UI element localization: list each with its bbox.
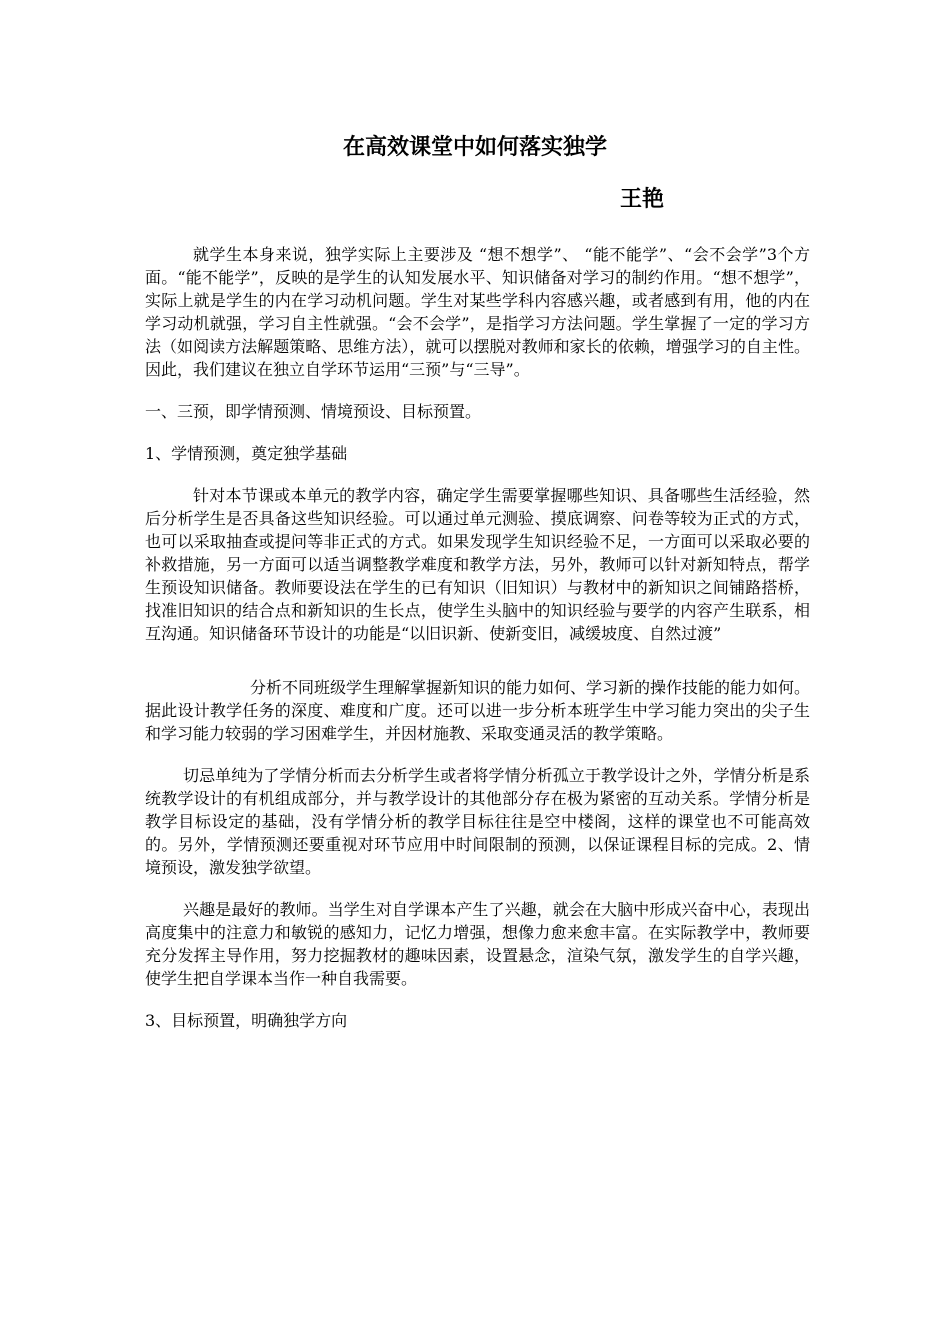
- paragraph-learning-prediction: 针对本节课或本单元的教学内容，确定学生需要掌握哪些知识、具备哪些生活经验，然后分析学生是否具备这些知识经验。可以通过单元测验、摸底调察、问卷等较为正式的方式，也可以采取抽查或提问等非正式的方式。如果发现学生知识经验不足，一方面可以采取必要的补救措施，另一方面可以适当调整教学难度和教学方法，另外，教师可以针对新知特点，帮学生预设知识储备。教师要设法在学生的已有知识（旧知识）与教材中的新知识之间铺路搭桥，找准旧知识的结合点和新知识的生长点，使学生头脑中的知识经验与要学的内容产生联系，相互沟通。知识储备环节设计的功能是“以旧识新、使新变旧，减缓坡度、自然过渡”: [145, 486, 810, 643]
- section-heading-1: 一、三预，即学情预测、情境预设、目标预置。: [145, 402, 482, 421]
- subsection-heading-3: 3、目标预置，明确独学方向: [145, 1011, 348, 1030]
- document-body: [145, 243, 810, 1051]
- document-title: 在高效课堂中如何落实独学: [342, 135, 607, 160]
- paragraph-ability-analysis: 分析不同班级学生理解掌握新知识的能力如何、学习新的操作技能的能力如何。据此设计教学任务的深度、难度和广度。还可以进一步分析本班学生中学习能力突出的尖子生和学习能力较弱的学习困难学生，并因材施教、采取变通灵活的教学策略。: [145, 678, 811, 743]
- document-author: 王艳: [620, 187, 665, 212]
- paragraph-interest: 兴趣是最好的教师。当学生对自学课本产生了兴趣，就会在大脑中形成兴奋中心，表现出高度集中的注意力和敏锐的感知力，记忆力增强，想像力愈来愈丰富。在实际教学中，教师要充分发挥主导作用，努力挖掘教材的趣味因素，设置悬念，渲染气氛，激发学生的自学兴趣，使学生把自学课本当作一种自我需要。: [145, 900, 810, 988]
- subsection-heading-1: 1、学情预测，奠定独学基础: [145, 444, 348, 463]
- paragraph-intro: 就学生本身来说，独学实际上主要涉及 “想不想学”、 “能不能学”、“会不会学”3个方面。“能不能学”，反映的是学生的认知发展水平、知识储备对学习的制约作用。“想不想学”，实际上就是学生的内在学习动机问题。学生对某些学科内容感兴趣，或者感到有用，他的内在学习动机就强，学习自主性就强。“会不会学”，是指学习方法问题。学生掌握了一定的学习方法（如阅读方法解题策略、思维方法），就可以摆脱对教师和家长的依赖，增强学习的自主性。因此，我们建议在独立自学环节运用“三预”与“三导”。: [145, 245, 810, 379]
- paragraph-caution: 切忌单纯为了学情分析而去分析学生或者将学情分析孤立于教学设计之外，学情分析是系统教学设计的有机组成部分，并与教学设计的其他部分存在极为紧密的互动关系。学情分析是教学目标设定的基础，没有学情分析的教学目标往往是空中楼阁，这样的课堂也不可能高效的。另外，学情预测还要重视对环节应用中时间限制的预测，以保证课程目标的完成。2、情境预设，激发独学欲望。: [145, 766, 810, 877]
